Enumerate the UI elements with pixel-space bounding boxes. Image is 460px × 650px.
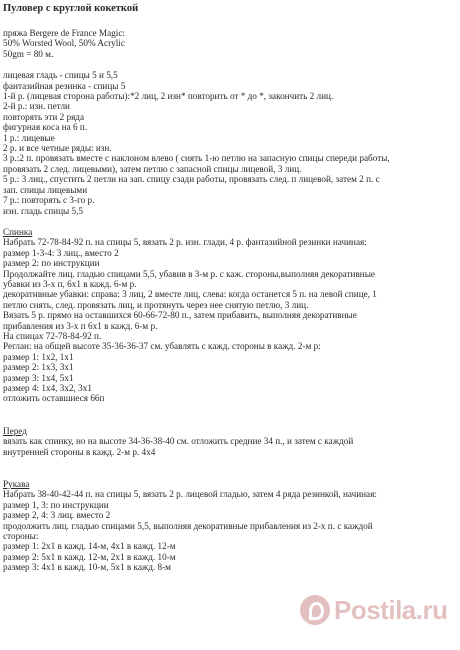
yarn-line: пряжа Bergere de France Magic: xyxy=(3,28,125,38)
patterns-section xyxy=(3,70,453,216)
sleeves-line: размер 1, 3: по инструкции xyxy=(3,499,109,510)
yarn-line: 50gm = 80 м. xyxy=(3,48,54,59)
back-line: Набрать 72-78-84-92 п. на спицы 5, вязать 2 р. изн. глади, 4 р. фантазийной резинки начиная: xyxy=(3,237,367,248)
back-line: убавки из 3-х п, 6х1 в кажд. 6-м р. xyxy=(3,278,137,289)
pattern-line: лицевая гладь - спицы 5 и 5,5 xyxy=(3,70,118,81)
sleeves-line: стороны: xyxy=(3,531,39,542)
back-line: размер 1: 1х2, 1х1 xyxy=(3,351,74,362)
pattern-line: фантазийная резинка - спицы 5 xyxy=(3,80,126,91)
pattern-line: провязать 2 след. лицевыми), затем петлю с запасной спицы лицевой, 3 лиц. xyxy=(3,163,302,174)
back-line: Реглан: на общей высоте 35-36-36-37 см. убавлять с кажд. стороны в кажд. 2-м р: xyxy=(3,341,321,352)
watermark-text: Postila.ru xyxy=(334,594,448,625)
sleeves-line: размер 1: 2х1 в кажд. 14-м, 4х1 в кажд. 12-м xyxy=(3,541,176,552)
back-section xyxy=(3,227,453,404)
front-line: вязать как спинку, но на высоте 34-36-38-40 см. отложить средние 34 п., и затем с каждой xyxy=(3,436,354,447)
back-line: отложить оставшиеся 66п xyxy=(3,393,105,404)
watermark xyxy=(300,570,460,650)
section-heading-front: Перед xyxy=(3,425,27,436)
sleeves-section xyxy=(3,479,453,573)
back-line: прибавления из 3-х п 6х1 в кажд. 6-м р. xyxy=(3,320,158,331)
document-title: Пуловер с круглой кокеткой xyxy=(3,3,139,14)
document xyxy=(3,2,453,573)
map-pin-icon xyxy=(300,595,330,625)
section-heading-sleeves: Рукава xyxy=(3,479,30,490)
yarn-line: 50% Worsted Wool, 50% Acrylic xyxy=(3,38,125,49)
pattern-line: фигурная коса на 6 п. xyxy=(3,122,88,133)
front-section xyxy=(3,426,453,457)
yarn-section xyxy=(3,28,453,59)
pattern-line: изн. гладь спицы 5,5 xyxy=(3,205,83,216)
sleeves-line: Набрать 38-40-42-44 п. на спицы 5, вязать 2 р. лицевой гладью, затем 4 ряда резинкой, начиная: xyxy=(3,489,377,500)
back-line: размер 4: 1х4, 3х2, 3х1 xyxy=(3,383,92,393)
pattern-line: 3 р.:2 п. провязать вместе с наклоном влево ( снять 1-ю петлю на запасную спицы спереди работы, xyxy=(3,153,390,164)
back-line: Вязать 5 р. прямо на оставшихся 60-66-72-80 п., затем прибавить, выполняя декоративные xyxy=(3,310,357,321)
pattern-line: 7 р.: повторять с 3-го р. xyxy=(3,195,95,206)
sleeves-line: продолжить лиц. гладью спицами 5,5, выполняя декоративные прибавления из 2-х п. с каждой xyxy=(3,520,373,531)
pattern-line: 2-й р.: изн. петли xyxy=(3,101,70,112)
back-line: Продолжайте лиц. гладью спицами 5,5, убавив в 3-м р. с каж. стороны,выполняя декоративные xyxy=(3,268,375,279)
pattern-line: 2 р. и все четные ряды: изн. xyxy=(3,143,112,154)
back-line: размер 2: по инструкции xyxy=(3,258,100,269)
pattern-line: 1-й р. (лицевая сторона работы):*2 лиц, 2 изн* повторить от * до *, закончить 2 лиц. xyxy=(3,91,334,102)
sleeves-line: размер 2, 4: 3 лиц. вместо 2 xyxy=(3,510,111,521)
pattern-line: 5 р.: 3 лиц., спустить 2 петли на зап. спицу сзади работы, провязать след. п лицевой, затем 2 п. с xyxy=(3,174,380,185)
pattern-line: зап. спицы лицевыми xyxy=(3,184,88,195)
back-line: петлю снять, след. провязать лиц, и протянуть через нее снятую петлю, 3 лиц. xyxy=(3,299,309,310)
back-line: размер 3: 1х4, 5х1 xyxy=(3,372,74,383)
sleeves-line: размер 2: 5х1 в кажд. 12-м, 2х1 в кажд. 10-м xyxy=(3,551,176,562)
back-line: На спицах 72-78-84-92 п. xyxy=(3,330,102,341)
back-line: декоративные убавки: справа: 3 лиц, 2 вместе лиц, слева: когда останется 5 п. на левой спице, 1 xyxy=(3,289,377,300)
pattern-line: повторять эти 2 ряда xyxy=(3,111,85,122)
back-line: размер 1-3-4: 3 лиц., вместо 2 xyxy=(3,247,119,258)
sleeves-line: размер 3: 4х1 в кажд. 10-м, 5х1 в кажд. 8-м xyxy=(3,562,171,573)
pattern-line: 1 р.: лицевые xyxy=(3,132,55,143)
back-line: размер 2: 1х3, 3х1 xyxy=(3,362,74,373)
section-heading-back: Спинка xyxy=(3,226,33,237)
front-line: внутренней стороны в кажд. 2-м р. 4х4 xyxy=(3,446,156,457)
